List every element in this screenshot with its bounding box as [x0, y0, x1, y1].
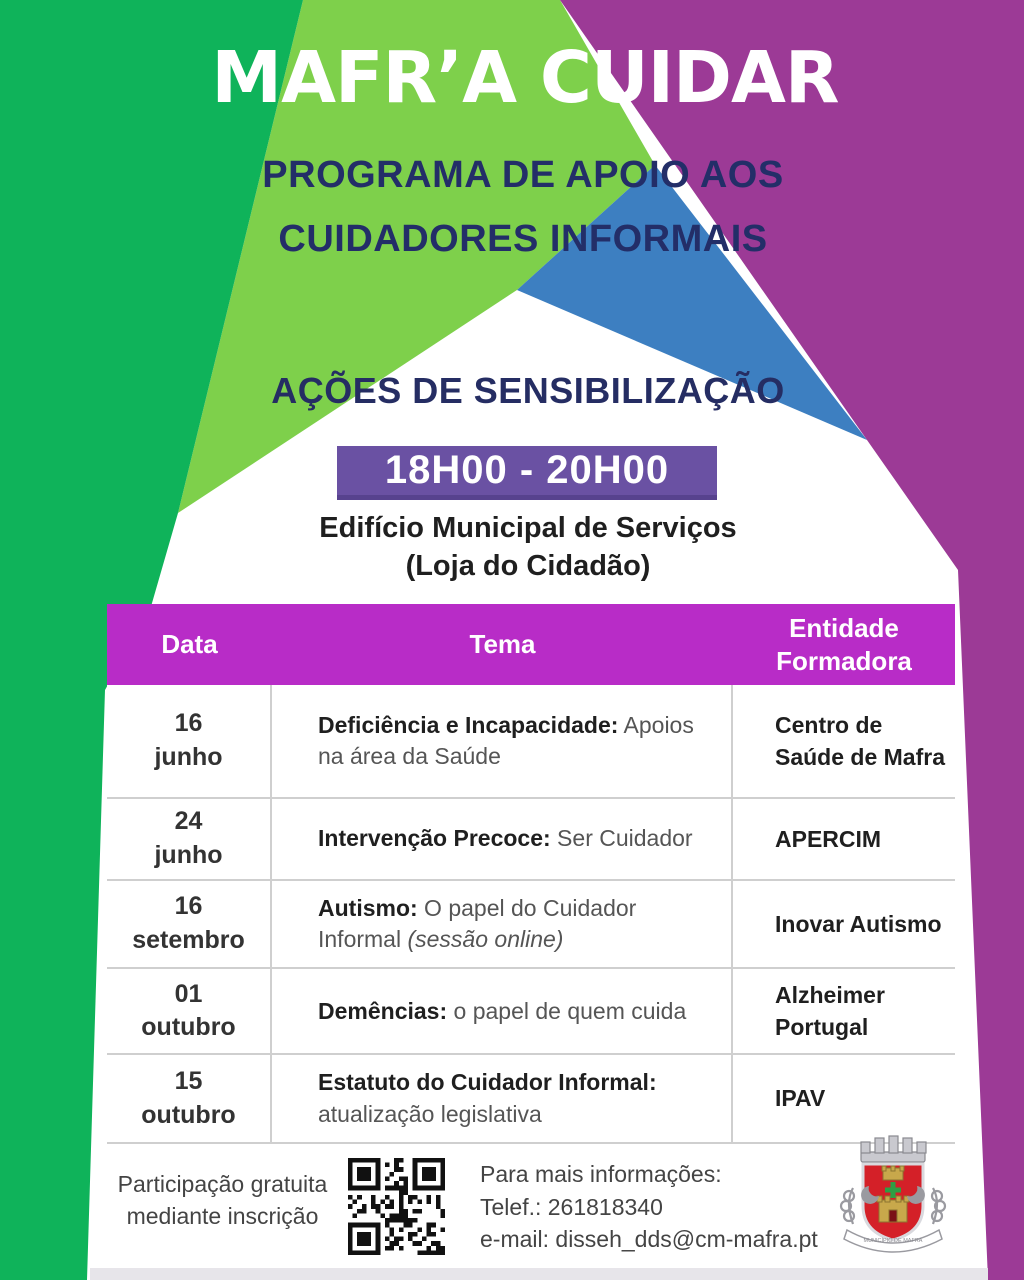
time-banner: 18H00 - 20H00: [337, 446, 717, 500]
theme-cell: Intervenção Precoce: Ser Cuidador: [272, 799, 733, 879]
schedule-table-header: [107, 604, 955, 685]
theme-cell: Deficiência e Incapacidade: Apoios na área da Saúde: [272, 685, 733, 797]
entity-cell: APERCIM: [775, 825, 882, 852]
venue-line2: (Loja do Cidadão): [405, 550, 651, 582]
section-heading: AÇÕES DE SENSIBILIZAÇÃO: [271, 370, 785, 411]
entity-cell: Centro de Saúde de Mafra: [775, 711, 945, 770]
mafra-coat-of-arms-icon: [833, 1130, 953, 1270]
participation-note: [95, 1168, 350, 1232]
date-cell: 16 junho: [107, 685, 272, 797]
table-row: [107, 1055, 955, 1143]
qr-code-icon: [348, 1158, 445, 1255]
svg-text:MUNICÍPIO DE MAFRA: MUNICÍPIO DE MAFRA: [863, 1238, 923, 1244]
participation-line1: Participação gratuita: [117, 1171, 328, 1197]
date-cell: 24 junho: [107, 799, 272, 879]
venue-line1: Edifício Municipal de Serviços: [319, 512, 737, 544]
email-address: e-mail: disseh_dds@cm-mafra.pt: [480, 1226, 818, 1253]
date-cell: 16 setembro: [107, 881, 272, 967]
date-cell: 15 outubro: [107, 1055, 272, 1141]
schedule-table: [107, 604, 955, 1144]
date-cell: 01 outubro: [107, 969, 272, 1053]
poster-subtitle-line2: CUIDADORES INFORMAIS: [278, 218, 768, 260]
header-entidade-formadora: Entidade Formadora: [776, 613, 912, 676]
info-line1: Para mais informações:: [480, 1161, 722, 1187]
theme-cell: Estatuto do Cuidador Informal: atualização legislativa: [272, 1055, 733, 1141]
entity-cell: Alzheimer Portugal: [775, 982, 885, 1041]
phone-number: Telef.: 261818340: [480, 1193, 663, 1220]
header-data: Data: [161, 629, 218, 660]
table-row: [107, 881, 955, 969]
header-tema: Tema: [469, 629, 536, 660]
entity-cell: IPAV: [775, 1085, 826, 1112]
poster-title: MAFR’A CUIDAR: [211, 36, 839, 119]
theme-cell: Demências: o papel de quem cuida: [272, 969, 733, 1053]
entity-cell: Inovar Autismo: [775, 910, 942, 937]
table-row: [107, 969, 955, 1055]
contact-info: [480, 1158, 818, 1256]
table-row: [107, 685, 955, 799]
participation-line2: mediante inscrição: [126, 1203, 319, 1230]
theme-cell: Autismo: O papel do Cuidador Informal (sessão online): [272, 881, 733, 967]
table-row: [107, 799, 955, 881]
poster-subtitle-line1: PROGRAMA DE APOIO AOS: [262, 154, 784, 196]
